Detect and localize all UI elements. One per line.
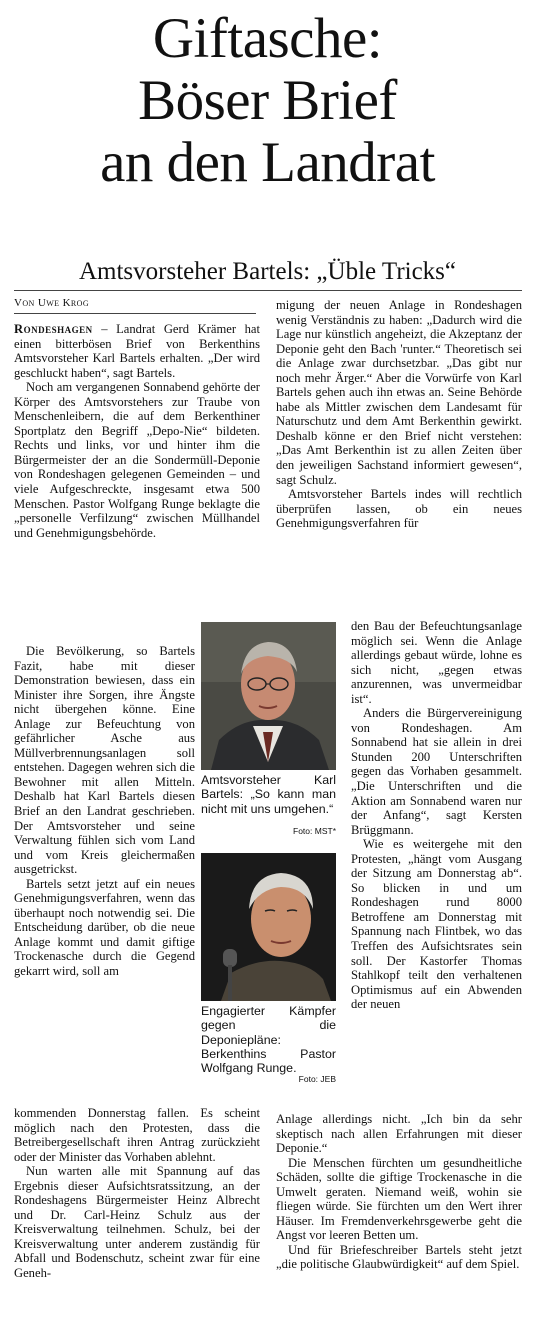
headline-line-2: Böser Brief: [138, 69, 397, 132]
paragraph: Amtsvorsteher Bartels indes will rechtlich überprüfen lassen, ob ein neues Genehmigungsverfahren für: [276, 487, 522, 531]
portrait-runge-image: [201, 853, 336, 1001]
portrait-bartels-image: [201, 622, 336, 770]
column-1-top: [14, 322, 260, 540]
column-1-narrow: [14, 644, 195, 979]
paragraph-text: – Landrat Gerd Krämer hat einen bitterbösen Brief von Berkenthins Amtsvorsteher Karl Bartels erhalten. „Der wird geschluckt haben“, sagt Bartels.: [14, 322, 260, 380]
subheadline: Amtsvorsteher Bartels: „Üble Tricks“: [78, 258, 457, 285]
paragraph: Die Bevölkerung, so Bartels Fazit, habe mit dieser Demonstration bewiesen, dass ein Minister ihre Sorgen, ihre Ängste nicht übergehen könne. Eine Anlage zur Befeuchtung von gefährlicher Asche aus Müllverbrennungsanlagen soll entstehen. Dagegen wehren sich die Bewohner mit allen Mitteln. Deshalb hat Karl Bartels diesen Brief an den Landrat geschrieben. Der Amtsvorsteher und seine Verwaltung fühlen sich vom Land und vom Kreis gleichermaßen ausgetrickst.: [14, 644, 195, 877]
paragraph: Und für Briefeschreiber Bartels steht jetzt „die politische Glaubwürdigkeit“ auf dem Spiel.: [276, 1242, 522, 1272]
headline-line-1: Giftasche:: [152, 7, 383, 70]
paragraph: Wie es weitergehe mit den Protesten, „hängt vom Ausgang der Sitzung am Donnerstag ab“. So blicken in und um Rondeshagen rund 8000 Betroffene am Donnerstag mit Spannung nach Flintbek, wo das Treffen des Aufsichtsrates sein soll. Der Kastorfer Thomas Stahlkopf teilt den verhaltenen Optimismus auf ein Abwenden der neuen: [351, 837, 522, 1012]
headline: [0, 8, 535, 194]
paragraph: Nun warten alle mit Spannung auf das Ergebnis dieser Aufsichtsratssitzung, an der Rondeshagens Bürgermeister Heinz Albrecht und Dr. Carl-Heinz Schulz aus der Kreisverwaltung teilnehmen. Schulz, bei der Kreisverwaltung unter anderem zuständig für Abfall und Bodenschutz, scheint zwar für eine Geneh-: [14, 1164, 260, 1281]
caption-photo-2: [201, 1004, 336, 1075]
paragraph: migung der neuen Anlage in Rondeshagen wenig Verständnis zu haben: „Dadurch wird die Lage nur künstlich angeheizt, die Akzeptanz der Deponie geht den Bach 'runter.“ Theoretisch sei die Anlage zwar durchsetzbar. „Das gibt nur noch mehr Ärger.“ Aber die Vorwürfe von Karl Bartels gehen auch ihn etwas an. Seine Behörde habe als Mittler zwischen dem Landesamt für Naturschutz und dem Amt Berkenthin gewirkt. Deshalb könne er den Brief nicht verstehen: „Das Amt Berkenthin ist zu allen Zeiten über den jeweiligen Sachstand informiert gewesen“, sagt Schulz.: [276, 298, 522, 487]
paragraph: [14, 322, 260, 380]
photo-bartels: [201, 622, 336, 770]
photo-credit-2: Foto: JEB: [298, 1074, 336, 1084]
paragraph: Die Menschen fürchten um gesundheitliche Schäden, sollte die giftige Trockenasche in die Umwelt geraten. Niemand weiß, wohin sie fliegen würde. Sie fürchten um den Wert ihrer Häuser. Im Fremdenverkehrsgewerbe geht die Angst vor leeren Betten um.: [276, 1155, 522, 1243]
divider-rule: [14, 290, 522, 291]
byline: Von Uwe Krog: [14, 297, 90, 309]
paragraph: Noch am vergangenen Sonnabend gehörte der Körper des Amtsvorstehers zur Traube von Menschenleibern, die auf dem Berkenthiner Sportplatz den Begriff „Depo-Nie“ bildeten. Rechts und links, vor und hinter ihm die Bürgermeister der an die Sondermüll-Deponie von Rondeshagen gelegenen Gemeinden – und viele Aufgeschreckte, insgesamt etwa 500 Menschen. Pastor Wolfgang Runge beklagte die „personelle Verfilzung“ zwischen Müllhandel und Genehmigungsbehörde.: [14, 380, 260, 540]
column-2-bottom: [276, 1112, 522, 1272]
caption-photo-1: [201, 773, 336, 816]
caption-text: Amtsvorsteher Karl Bartels: „So kann man nicht mit uns umgehen.“: [201, 773, 336, 816]
byline-rule: [14, 313, 256, 314]
caption-text: Engagierter Kämpfer gegen die Deponiepläne: Berkenthins Pastor Wolfgang Runge.: [201, 1004, 336, 1076]
column-2-narrow: [351, 619, 522, 1012]
paragraph: Bartels setzt jetzt auf ein neues Genehmigungsverfahren, wenn das überhaupt noch notwendig sei. Die Entscheidung darüber, ob die neue Anlage kommt und damit giftige Trockenasche durch die Gegend gekarrt wird, soll am: [14, 876, 195, 979]
headline-line-3: an den Landrat: [100, 131, 435, 194]
paragraph: Anlage allerdings nicht. „Ich bin da sehr skeptisch nach allen Erfahrungen mit dieser Deponie.“: [276, 1112, 522, 1156]
column-2-top: [276, 298, 522, 531]
dateline: Rondeshagen: [14, 322, 93, 336]
photo-credit-1: Foto: MST*: [293, 826, 336, 836]
photo-runge: [201, 853, 336, 1001]
paragraph: den Bau der Befeuchtungsanlage möglich sei. Wenn die Anlage allerdings gebaut würde, lohne es sich nicht, „gegen etwas anzurennen, was unvermeidbar ist“.: [351, 619, 522, 706]
paragraph: Anders die Bürgervereinigung von Rondeshagen. Am Sonnabend hat sie allein in drei Stunden 200 Unterschriften gegen das Vorhaben gesammelt. „Die Unterschriften und die Aktion am Sonnabend waren nur der Anfang“, sagt Kersten Brüggmann.: [351, 706, 522, 837]
column-1-bottom: [14, 1106, 260, 1281]
paragraph: kommenden Donnerstag fallen. Es scheint möglich nach den Protesten, dass die Betreibergesellschaft ihren Antrag zurückzieht oder der Minister das Vorhaben ablehnt.: [14, 1106, 260, 1164]
